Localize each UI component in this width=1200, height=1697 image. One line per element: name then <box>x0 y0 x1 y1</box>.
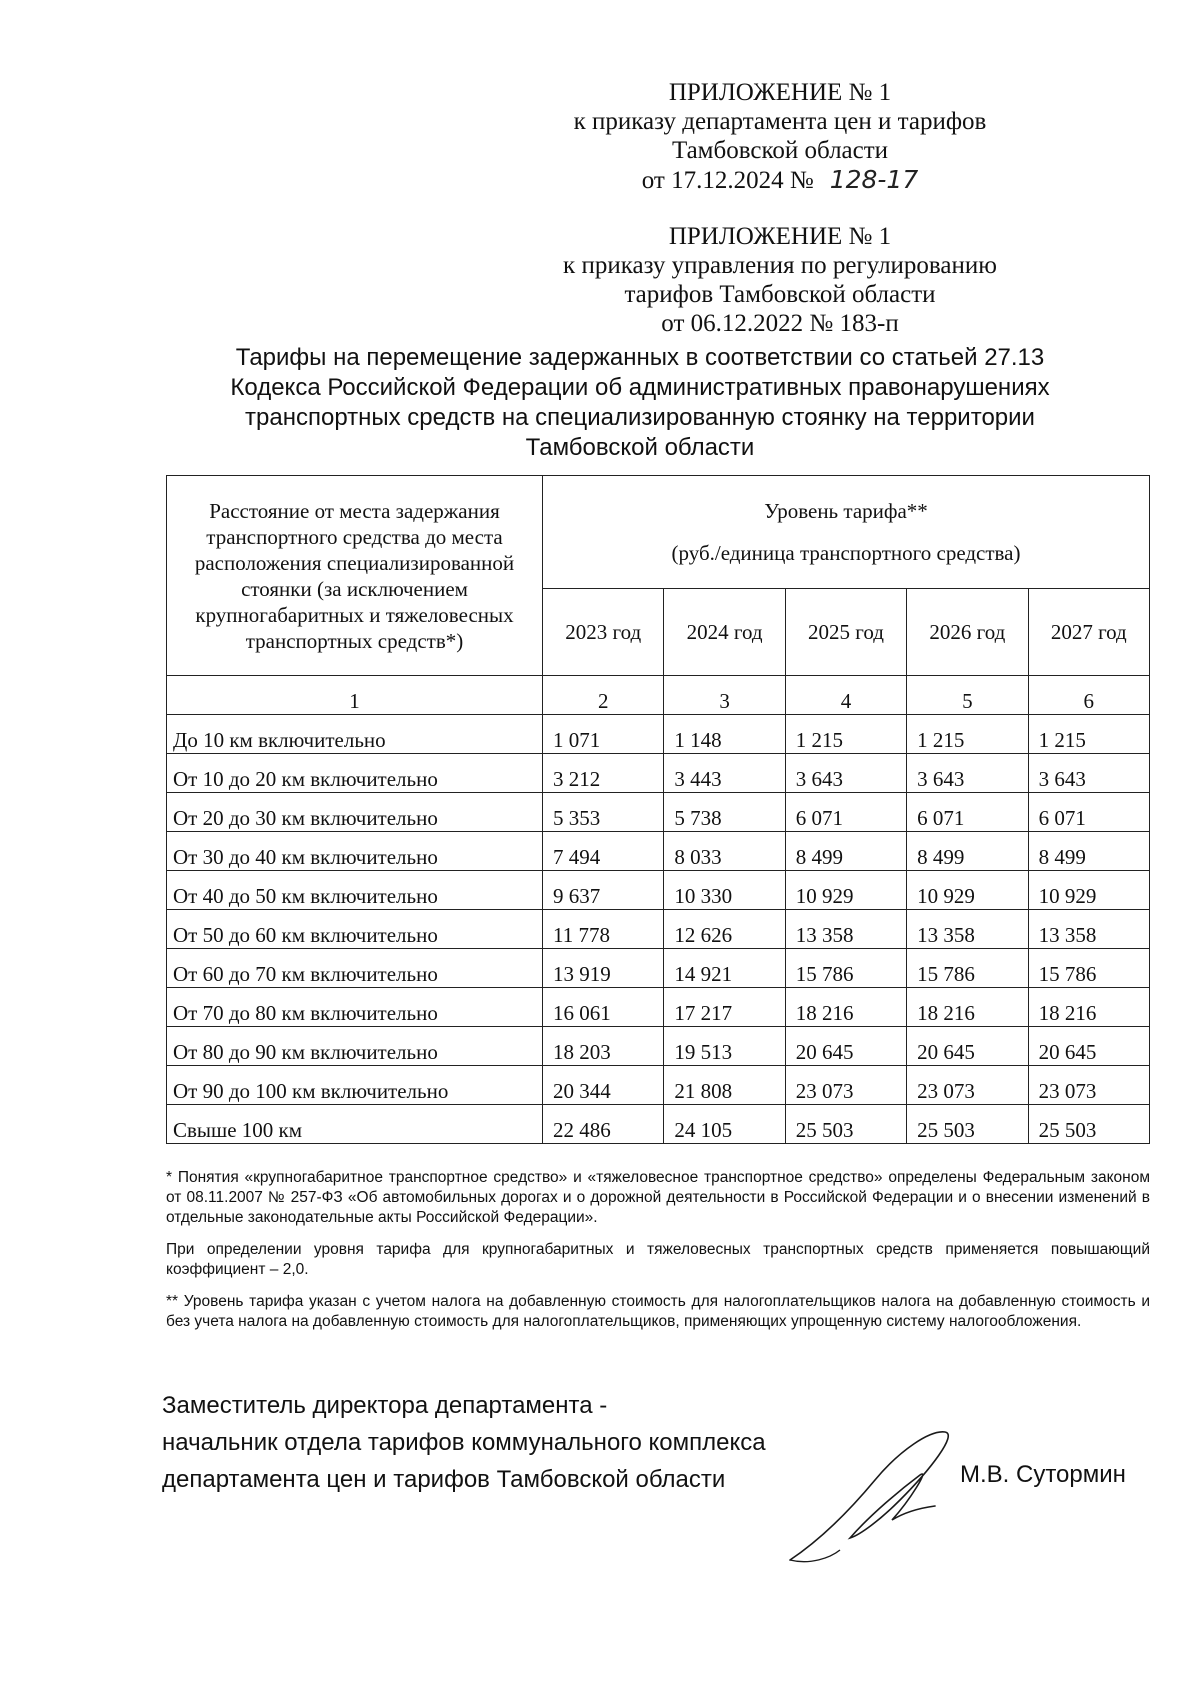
header-tariff-level <box>543 476 1150 589</box>
row-distance: От 60 до 70 км включительно <box>167 949 543 988</box>
tariff-value: 22 486 <box>543 1105 664 1144</box>
column-number: 5 <box>907 676 1028 715</box>
tariff-value: 18 216 <box>1028 988 1149 1027</box>
table-row <box>167 910 1150 949</box>
tariff-value: 1 148 <box>664 715 785 754</box>
row-distance: Свыше 100 км <box>167 1105 543 1144</box>
tariff-value: 9 637 <box>543 871 664 910</box>
signer-name: М.В. Сутормин <box>960 1461 1126 1488</box>
table-row <box>167 832 1150 871</box>
tariff-value: 10 929 <box>785 871 906 910</box>
header-tariff-level-title: Уровень тарифа** <box>764 499 928 523</box>
row-distance: От 30 до 40 км включительно <box>167 832 543 871</box>
tariff-value: 8 499 <box>907 832 1028 871</box>
tariff-value: 3 643 <box>1028 754 1149 793</box>
tariff-value: 10 330 <box>664 871 785 910</box>
tariff-value: 11 778 <box>543 910 664 949</box>
tariff-value: 3 443 <box>664 754 785 793</box>
footnote-oversize-definition: * Понятия «крупногабаритное транспортное средство» и «тяжеловесное транспортное средство» определены Федеральным законом от 08.11.2007 № 257-ФЗ «Об автомобильных дорогах и о дорожной деятельности в Российской Федерации и о внесении изменений в отдельные законодательные акты Российской Федерации». <box>166 1169 1150 1226</box>
tariff-value: 3 643 <box>785 754 906 793</box>
tariff-value: 8 499 <box>1028 832 1149 871</box>
tariff-value: 8 033 <box>664 832 785 871</box>
tariff-value: 21 808 <box>664 1066 785 1105</box>
tariff-value: 18 216 <box>785 988 906 1027</box>
tariff-value: 23 073 <box>1028 1066 1149 1105</box>
appendix-current-line1: к приказу департамента цен и тарифов <box>573 108 987 135</box>
title-line1: Тарифы на перемещение задержанных в соответствии со статьей 27.13 <box>235 344 1045 371</box>
column-number: 6 <box>1028 676 1149 715</box>
header-year: 2025 год <box>785 589 906 676</box>
tariff-value: 20 344 <box>543 1066 664 1105</box>
tariff-value: 1 071 <box>543 715 664 754</box>
tariff-value: 13 358 <box>1028 910 1149 949</box>
tariff-value: 5 738 <box>664 793 785 832</box>
tariff-value: 13 358 <box>907 910 1028 949</box>
tariff-value: 17 217 <box>664 988 785 1027</box>
tariff-value: 15 786 <box>785 949 906 988</box>
tariff-value: 23 073 <box>785 1066 906 1105</box>
tariff-value: 15 786 <box>907 949 1028 988</box>
table-row <box>167 949 1150 988</box>
tariff-value: 14 921 <box>664 949 785 988</box>
table-header-row <box>167 476 1150 589</box>
tariff-value: 13 358 <box>785 910 906 949</box>
column-number: 3 <box>664 676 785 715</box>
tariff-value: 25 503 <box>785 1105 906 1144</box>
tariff-value: 16 061 <box>543 988 664 1027</box>
tariff-value: 18 216 <box>907 988 1028 1027</box>
table-row <box>167 988 1150 1027</box>
tariff-value: 6 071 <box>785 793 906 832</box>
tariff-table-body <box>167 476 1150 1144</box>
footnotes <box>166 1168 1150 1344</box>
header-year: 2024 год <box>664 589 785 676</box>
tariff-value: 3 212 <box>543 754 664 793</box>
tariff-value: 1 215 <box>785 715 906 754</box>
column-number: 2 <box>543 676 664 715</box>
header-year: 2023 год <box>543 589 664 676</box>
title-line4: Тамбовской области <box>525 434 755 461</box>
appendix-current-heading: ПРИЛОЖЕНИЕ № 1 <box>668 79 892 106</box>
table-row <box>167 754 1150 793</box>
tariff-value: 7 494 <box>543 832 664 871</box>
tariff-value: 5 353 <box>543 793 664 832</box>
tariff-table <box>166 475 1150 1144</box>
appendix-previous-heading: ПРИЛОЖЕНИЕ № 1 <box>668 223 892 250</box>
tariff-value: 6 071 <box>1028 793 1149 832</box>
header-distance: Расстояние от места задержания транспортного средства до места расположения специализированной стоянки (за исключением крупногабаритных и тяжеловесных транспортных средств*) <box>167 476 543 676</box>
appendix-current-date <box>520 165 1040 195</box>
tariff-value: 25 503 <box>907 1105 1028 1144</box>
row-distance: От 90 до 100 км включительно <box>167 1066 543 1105</box>
tariff-value: 1 215 <box>907 715 1028 754</box>
appendix-previous-line1: к приказу управления по регулированию <box>563 252 997 279</box>
footnote-vat: ** Уровень тарифа указан с учетом налога на добавленную стоимость для налогоплательщиков налога на добавленную стоимость и без учета налога на добавленную стоимость для налогоплательщиков, применяющих упрощенную систему налогообложения. <box>166 1293 1150 1330</box>
appendix-current-line2: Тамбовской области <box>671 137 889 164</box>
column-number: 1 <box>167 676 543 715</box>
table-row <box>167 1105 1150 1144</box>
signer-position-line2: начальник отдела тарифов коммунального комплекса <box>162 1429 766 1456</box>
tariff-value: 20 645 <box>1028 1027 1149 1066</box>
signer-position-line1: Заместитель директора департамента - <box>162 1392 608 1419</box>
tariff-value: 10 929 <box>907 871 1028 910</box>
handwritten-order-number: 128-17 <box>829 165 919 194</box>
tariff-value: 15 786 <box>1028 949 1149 988</box>
row-distance: До 10 км включительно <box>167 715 543 754</box>
table-row <box>167 871 1150 910</box>
tariff-value: 24 105 <box>664 1105 785 1144</box>
appendix-current-date-prefix: от 17.12.2024 № <box>641 167 814 194</box>
header-year: 2026 год <box>907 589 1028 676</box>
row-distance: От 80 до 90 км включительно <box>167 1027 543 1066</box>
column-number: 4 <box>785 676 906 715</box>
header-tariff-level-unit: (руб./единица транспортного средства) <box>671 541 1021 565</box>
signer-position-line3: департамента цен и тарифов Тамбовской области <box>162 1466 726 1493</box>
tariff-value: 18 203 <box>543 1027 664 1066</box>
row-distance: От 20 до 30 км включительно <box>167 793 543 832</box>
table-row <box>167 715 1150 754</box>
appendix-previous-line2: тарифов Тамбовской области <box>624 281 936 308</box>
row-distance: От 50 до 60 км включительно <box>167 910 543 949</box>
tariff-value: 8 499 <box>785 832 906 871</box>
title-line2: Кодекса Российской Федерации об административных правонарушениях <box>230 374 1050 401</box>
header-year: 2027 год <box>1028 589 1149 676</box>
row-distance: От 40 до 50 км включительно <box>167 871 543 910</box>
tariff-value: 13 919 <box>543 949 664 988</box>
footnote-coefficient: При определении уровня тарифа для крупногабаритных и тяжеловесных транспортных средств применяется повышающий коэффициент – 2,0. <box>166 1241 1150 1278</box>
tariff-value: 20 645 <box>785 1027 906 1066</box>
tariff-value: 3 643 <box>907 754 1028 793</box>
tariff-value: 25 503 <box>1028 1105 1149 1144</box>
column-number-row <box>167 676 1150 715</box>
tariff-value: 12 626 <box>664 910 785 949</box>
tariff-value: 10 929 <box>1028 871 1149 910</box>
title-line3: транспортных средств на специализированную стоянку на территории <box>245 404 1035 431</box>
table-row <box>167 793 1150 832</box>
row-distance: От 70 до 80 км включительно <box>167 988 543 1027</box>
table-row <box>167 1027 1150 1066</box>
tariff-value: 19 513 <box>664 1027 785 1066</box>
table-row <box>167 1066 1150 1105</box>
appendix-current <box>520 78 1040 195</box>
row-distance: От 10 до 20 км включительно <box>167 754 543 793</box>
handwritten-signature <box>780 1420 970 1570</box>
tariff-value: 23 073 <box>907 1066 1028 1105</box>
tariff-value: 20 645 <box>907 1027 1028 1066</box>
tariff-value: 6 071 <box>907 793 1028 832</box>
tariff-value: 1 215 <box>1028 715 1149 754</box>
appendix-previous-line3: от 06.12.2022 № 183-п <box>661 310 899 337</box>
document-title <box>150 343 1130 463</box>
appendix-previous <box>510 222 1050 338</box>
